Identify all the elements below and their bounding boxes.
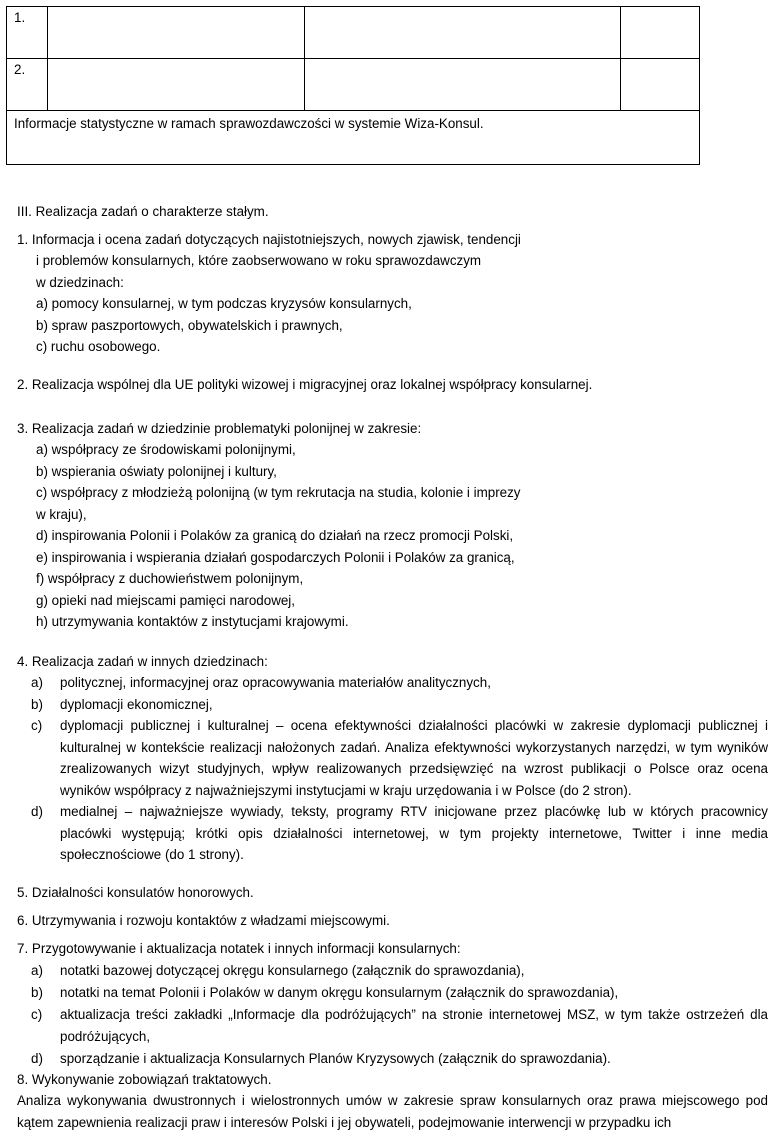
item5: 5. Działalności konsulatów honorowych. [17,885,254,900]
item3-d: d) inspirowania Polonii i Polaków za granicą do działań na rzecz promocji Polski, [36,528,514,543]
table-row [7,7,700,59]
table-cell [48,7,305,59]
item8-text: Analiza wykonywania dwustronnych i wielostronnych umów w zakresie spraw konsularnych oraz prawa miejscowego pod kątem zapewnienia realizacji praw i interesów Polski i jej obywateli, podejmowanie interwencji w przypadku ich [17,1093,768,1130]
item4-c: dyplomacji publicznej i kulturalnej – ocena efektywności działalności placówki w zakresie dyplomacji publicznej i kulturalnej w kontekście realizacji nałożonych zadań. Analiza efektywności wykorzystanych narzędzi, w tym wyników zrealizowanych wizyt studyjnych, wpływ realizowanych przedsięwzięć na wzrost publikacji o Polsce oraz ocena wyników współpracy z najważniejszymi instytucjami w kraju urzędowania i w Polsce (do 2 stron). [60,718,768,798]
item3-h: h) utrzymywania kontaktów z instytucjami krajowymi. [36,614,349,629]
section-heading: III. Realizacja zadań o charakterze stałym. [17,204,269,219]
table-row [7,59,700,111]
item4-b: dyplomacji ekonomicznej, [60,697,213,712]
item4-b-label: b) [31,697,43,712]
item7-c: aktualizacja treści zakładki „Informacje dla podróżujących” na stronie internetowej MSZ, w tym także ostrzeżeń dla podróżujących, [60,1007,768,1044]
item7-a: notatki bazowej dotyczącej okręgu konsularnego (załącznik do sprawozdania), [60,963,525,978]
item3-f: f) współpracy z duchowieństwem polonijnym, [36,571,304,586]
item1-line1: 1. Informacja i ocena zadań dotyczących najistotniejszych, nowych zjawisk, tendencji [17,232,521,247]
table-cell [304,59,620,111]
table-cell [620,59,699,111]
item3-a: a) współpracy ze środowiskami polonijnymi, [36,442,296,457]
row-number: 2. [7,59,48,111]
item3-g: g) opieki nad miejscami pamięci narodowej, [36,593,296,608]
item7-b: notatki na temat Polonii i Polaków w danym okręgu konsularnym (załącznik do sprawozdania), [60,985,619,1000]
item3-b: b) wspierania oświaty polonijnej i kultury, [36,464,277,479]
item4-d: medialnej – najważniejsze wywiady, teksty, programy RTV inicjowane przez placówkę lub w których pracownicy placówki występują; krótki opis działalności internetowej, w tym projekty internetowe, Twitter i inne media społecznościowe (do 1 strony). [60,804,768,862]
item2: 2. Realizacja wspólnej dla UE polityki wizowej i migracyjnej oraz lokalnej współpracy konsularnej. [17,377,593,392]
item1-a: a) pomocy konsularnej, w tym podczas kryzysów konsularnych, [36,296,412,311]
item7-a-label: a) [31,963,43,978]
item1-line2: i problemów konsularnych, które zaobserwowano w roku sprawozdawczym [36,253,482,268]
item1-b: b) spraw paszportowych, obywatelskich i prawnych, [36,318,343,333]
item3-c: c) współpracy z młodzieżą polonijną (w tym rekrutacja na studia, kolonie i imprezy [36,485,521,500]
item8-heading: 8. Wykonywanie zobowiązań traktatowych. [17,1072,272,1087]
row-number: 1. [7,7,48,59]
item7-c-label: c) [31,1007,43,1022]
item7-d-label: d) [31,1051,43,1066]
table-cell [620,7,699,59]
summary-table [6,6,700,165]
item1-line3: w dziedzinach: [36,275,124,290]
item4-d-label: d) [31,804,43,819]
item3-c-cont: w kraju), [36,507,87,522]
table-cell [48,59,305,111]
item3-e: e) inspirowania i wspierania działań gospodarczych Polonii i Polaków za granicą, [36,550,515,565]
item6: 6. Utrzymywania i rozwoju kontaktów z władzami miejscowymi. [17,913,390,928]
item1-c: c) ruchu osobowego. [36,339,161,354]
item7-b-label: b) [31,985,43,1000]
table-row [7,111,700,165]
item4-heading: 4. Realizacja zadań w innych dziedzinach: [17,654,268,669]
table-footer-text: Informacje statystyczne w ramach sprawozdawczości w systemie Wiza-Konsul. [7,111,700,165]
item4-a-label: a) [31,675,43,690]
table-cell [304,7,620,59]
item7-d: sporządzanie i aktualizacja Konsularnych Planów Kryzysowych (załącznik do sprawozdania). [60,1051,611,1066]
item4-c-label: c) [31,718,43,733]
item4-a: politycznej, informacyjnej oraz opracowywania materiałów analitycznych, [60,675,491,690]
item7-heading: 7. Przygotowywanie i aktualizacja notatek i innych informacji konsularnych: [17,941,461,956]
item3-heading: 3. Realizacja zadań w dziedzinie problematyki polonijnej w zakresie: [17,421,422,436]
